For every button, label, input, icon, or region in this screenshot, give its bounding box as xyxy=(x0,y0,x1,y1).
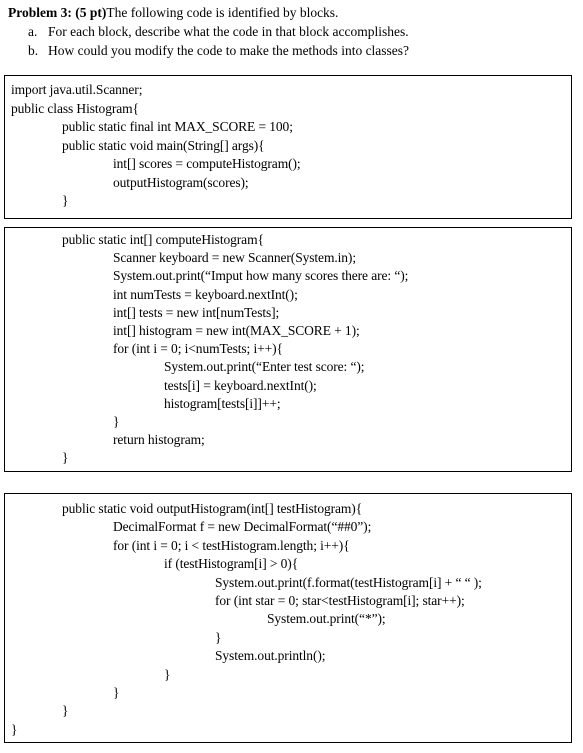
code-line: public static int[] computeHistogram{ xyxy=(62,232,264,247)
question-text: For each block, describe what the code in that block accomplishes. xyxy=(48,24,409,39)
code-line: outputHistogram(scores); xyxy=(113,174,249,190)
problem-header xyxy=(8,3,578,60)
code-line: } xyxy=(62,193,69,208)
code-line: System.out.print(“Imput how many scores there are: “); xyxy=(113,268,409,284)
code-line: int[] tests = new int[numTests]; xyxy=(113,304,280,320)
question-label: a. xyxy=(28,24,38,39)
code-line: for (int star = 0; star<testHistogram[i]; star++); xyxy=(215,593,465,608)
code-line: } xyxy=(62,703,69,719)
problem-label: Problem 3: (5 pt) xyxy=(8,5,107,20)
code-block-3 xyxy=(4,493,572,743)
problem-title xyxy=(8,3,578,22)
code-line: public static final int MAX_SCORE = 100; xyxy=(62,119,293,134)
code-line: public static void outputHistogram(int[] testHistogram){ xyxy=(62,501,363,516)
code-line: System.out.print(f.format(testHistogram[i] + “ “ ); xyxy=(215,574,482,590)
code-line: for (int i = 0; i < testHistogram.length; i++){ xyxy=(113,537,350,553)
code-line: for (int i = 0; i<numTests; i++){ xyxy=(113,341,283,357)
code-line: } xyxy=(215,629,222,645)
code-line: } xyxy=(11,721,18,737)
question-b xyxy=(8,41,578,60)
code-line: System.out.print(“Enter test score: “); xyxy=(164,359,365,375)
code-line: } xyxy=(113,685,120,700)
code-line: Scanner keyboard = new Scanner(System.in); xyxy=(113,250,356,266)
code-line: public class Histogram{ xyxy=(11,100,139,116)
question-a xyxy=(8,22,578,41)
code-line: public static void main(String[] args){ xyxy=(62,137,265,153)
code-line: DecimalFormat f = new DecimalFormat(“##0”); xyxy=(113,519,372,535)
question-label: b. xyxy=(28,43,39,58)
code-line: int numTests = keyboard.nextInt(); xyxy=(113,286,298,302)
code-line: histogram[tests[i]]++; xyxy=(164,395,281,411)
code-line: System.out.println(); xyxy=(215,648,326,664)
problem-statement: The following code is identified by blocks. xyxy=(106,5,339,20)
code-line: import java.util.Scanner; xyxy=(11,82,143,97)
code-line: } xyxy=(164,666,171,682)
code-line: return histogram; xyxy=(113,432,205,448)
code-line: } xyxy=(113,414,120,429)
code-line: if (testHistogram[i] > 0){ xyxy=(164,556,299,572)
code-block-2 xyxy=(4,227,572,472)
question-text: How could you modify the code to make the methods into classes? xyxy=(48,43,410,58)
code-line: } xyxy=(62,450,69,466)
code-line: int[] histogram = new int(MAX_SCORE + 1); xyxy=(113,323,360,338)
code-block-1 xyxy=(4,75,572,219)
code-line: tests[i] = keyboard.nextInt(); xyxy=(164,377,317,393)
code-line: System.out.print(“*”); xyxy=(267,611,386,627)
code-line: int[] scores = computeHistogram(); xyxy=(113,156,301,171)
